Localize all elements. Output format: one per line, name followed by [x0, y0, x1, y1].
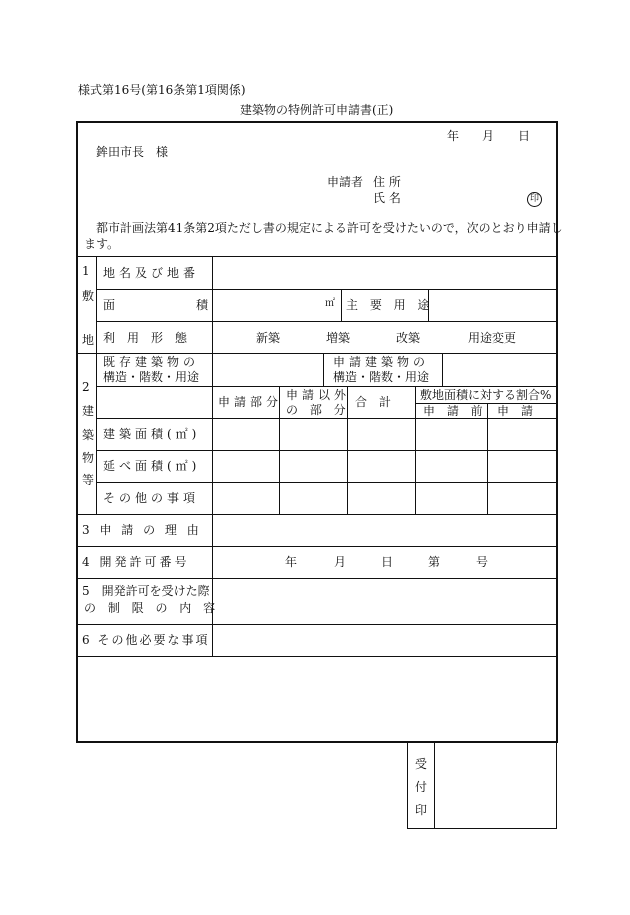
area-unit: ㎡ [325, 298, 335, 309]
col-before: 申 請 前 [423, 404, 487, 418]
vline-label [212, 256, 213, 656]
applicant-label: 申請者 [327, 175, 364, 189]
vline-area-split [341, 289, 342, 321]
permit-month: 月 [334, 555, 347, 569]
name-label: 氏 名 [373, 191, 401, 205]
section1-side-char-1: 敷 [82, 289, 95, 303]
existing-structure-line1: 既存建築物の [103, 355, 200, 369]
area-label-left: 面 [103, 298, 116, 312]
land-use-new: 新築 [256, 331, 281, 345]
permit-dai: 第 [428, 555, 441, 569]
section2-number: 2 [82, 380, 90, 394]
applied-structure-line2: 構造・階数・用途 [333, 370, 430, 384]
hline-514 [77, 514, 557, 515]
applied-structure-line1: 申請建築物の [333, 355, 430, 369]
statement-line1: 都市計画法第41条第2項ただし書の規定による許可を受けたいので，次のとおり申請し [96, 221, 563, 235]
hline-386 [96, 386, 557, 387]
addressee: 鉾田市長 様 [96, 145, 169, 159]
section2-side-char-3: 物 [82, 451, 95, 465]
row-floor-area: 延べ面積(㎡) [103, 459, 201, 473]
location-label: 地名及び地番 [103, 266, 200, 280]
permit-year: 年 [285, 555, 298, 569]
col-other-part-line2: の 部 分 [286, 403, 350, 417]
section1-side-char-2: 地 [82, 333, 95, 347]
land-use-change: 用途変更 [468, 331, 517, 345]
vline-col4 [415, 386, 416, 514]
existing-structure-line2: 構造・階数・用途 [103, 370, 200, 384]
section2-side-char-1: 建 [82, 404, 95, 418]
col-after: 申 請 [497, 404, 534, 418]
hline-624 [77, 624, 557, 625]
frame-right [556, 121, 558, 743]
reception-right [556, 742, 557, 829]
land-use-extension: 増築 [326, 331, 351, 345]
reception-char-1: 受 [415, 757, 428, 771]
form-title: 建築物の特例許可申請書(正) [240, 103, 394, 117]
section6-label: 6 その他必要な事項 [82, 633, 210, 647]
area-label-right: 積 [196, 298, 209, 312]
section4-label: 4 開発許可番号 [82, 555, 190, 569]
hline-321 [96, 321, 557, 322]
section2-side-char-4: 等 [82, 473, 95, 487]
col-other-part-line1: 申請以外 [286, 388, 351, 402]
section3-label: 3 申 請 の 理 由 [82, 523, 202, 537]
section5-line2: の 制 限 の 内 容 [84, 601, 220, 615]
land-use-rebuild: 改築 [396, 331, 421, 345]
hline-546 [77, 546, 557, 547]
hline-353 [77, 353, 557, 354]
permit-day: 日 [381, 555, 394, 569]
frame-left [76, 121, 78, 743]
address-label: 住 所 [373, 175, 401, 189]
date-day: 日 [518, 129, 531, 143]
permit-go: 号 [476, 555, 489, 569]
main-use-label: 主 要 用 途 [346, 298, 434, 312]
reception-char-3: 印 [415, 803, 428, 817]
hline-289 [96, 289, 557, 290]
land-use-label: 利 用 形 態 [103, 331, 188, 345]
col-total: 合 計 [355, 395, 392, 409]
section2-side-char-2: 築 [82, 428, 95, 442]
row-other-items: その他の事項 [103, 491, 200, 505]
vline-struct-split2 [442, 353, 443, 386]
vline-col5 [487, 403, 488, 514]
vline-struct-split [323, 353, 324, 386]
date-month: 月 [482, 129, 495, 143]
reception-left [407, 742, 408, 829]
col-applied-part: 申請部分 [218, 395, 283, 409]
hline-656 [77, 656, 557, 657]
section1-number: 1 [82, 264, 90, 278]
statement-line2: ます。 [84, 237, 120, 251]
hline-578 [77, 578, 557, 579]
date-year: 年 [447, 129, 460, 143]
form-number: 様式第16号(第16条第1項関係) [78, 83, 246, 97]
reception-char-2: 付 [415, 780, 428, 794]
col-ratio-header: 敷地面積に対する割合% [420, 388, 552, 402]
frame-top [76, 121, 558, 123]
vline-side [96, 256, 97, 514]
hline-256 [77, 256, 557, 257]
reception-bottom [407, 828, 557, 829]
row-building-area: 建築面積(㎡) [103, 427, 201, 441]
seal-mark: 印 [527, 192, 542, 207]
frame-bottom [76, 741, 558, 743]
section5-line1: 5 開発許可を受けた際 [82, 584, 210, 598]
reception-mid [434, 742, 435, 829]
